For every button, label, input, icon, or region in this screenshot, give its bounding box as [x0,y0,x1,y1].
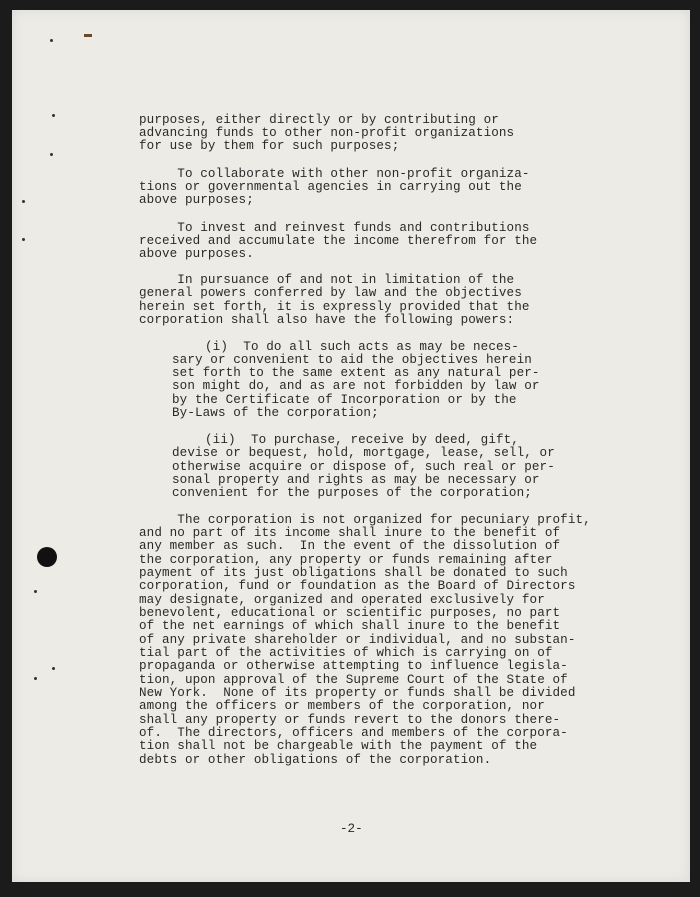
text-line: benevolent, educational or scientific purposes, no part [139,606,561,620]
text-line: corporation, fund or foundation as the Board of Directors [139,579,576,593]
text-line: above purposes. [139,247,254,261]
text-line: otherwise acquire or dispose of, such real or per- [172,460,555,474]
text-line: corporation shall also have the following powers: [139,313,515,327]
text-line: set forth to the same extent as any natural per- [172,366,540,380]
text-line: In pursuance of and not in limitation of the [139,273,515,287]
text-line: for use by them for such purposes; [139,139,400,153]
text-line: of. The directors, officers and members of the corpora- [139,726,568,740]
text-line: payment of its just obligations shall be donated to such [139,566,568,580]
text-line: received and accumulate the income therefrom for the [139,234,538,248]
ink-dot [52,667,55,670]
text-line: of the net earnings of which shall inure to the benefit [139,619,561,633]
text-line: son might do, and as are not forbidden by law or [172,379,540,393]
text-line: tial part of the activities of which is carrying on of [139,646,553,660]
ink-dot [34,677,37,680]
text-line: debts or other obligations of the corporation. [139,753,492,767]
ink-dot [22,200,25,203]
text-line: may designate, organized and operated exclusively for [139,593,545,607]
ink-dot [34,590,37,593]
text-line: purposes, either directly or by contributing or [139,113,499,127]
text-line: The corporation is not organized for pecuniary profit, [139,513,591,527]
text-line: propaganda or otherwise attempting to influence legisla- [139,659,568,673]
text-line: the corporation, any property or funds remaining after [139,553,553,567]
text-line: by the Certificate of Incorporation or by the [172,393,517,407]
ink-dot [52,114,55,117]
page-number: -2- [340,822,363,836]
text-line: sonal property and rights as may be necessary or [172,473,540,487]
text-line: general powers conferred by law and the objectives [139,286,522,300]
text-line: New York. None of its property or funds shall be divided [139,686,576,700]
text-line: sary or convenient to aid the objectives herein [172,353,532,367]
ink-dot [50,39,53,42]
ink-dot [50,153,53,156]
text-line: (i) To do all such acts as may be neces- [205,340,519,354]
text-line: any member as such. In the event of the dissolution of [139,539,561,553]
text-line: advancing funds to other non-profit organizations [139,126,515,140]
text-line: herein set forth, it is expressly provided that the [139,300,530,314]
text-line: of any private shareholder or individual, and no substan- [139,633,576,647]
text-line: among the officers or members of the corporation, nor [139,699,545,713]
text-line: By-Laws of the corporation; [172,406,379,420]
punch-hole [37,547,57,567]
text-line: (ii) To purchase, receive by deed, gift, [205,433,519,447]
text-line: To invest and reinvest funds and contributions [139,221,530,235]
ink-mark [84,34,92,37]
ink-dot [22,238,25,241]
text-line: tions or governmental agencies in carrying out the [139,180,522,194]
text-line: tion, upon approval of the Supreme Court of the State of [139,673,568,687]
text-line: tion shall not be chargeable with the payment of the [139,739,538,753]
text-line: shall any property or funds revert to the donors there- [139,713,561,727]
text-line: To collaborate with other non-profit organiza- [139,167,530,181]
text-line: convenient for the purposes of the corporation; [172,486,532,500]
text-line: above purposes; [139,193,254,207]
text-line: and no part of its income shall inure to the benefit of [139,526,561,540]
text-line: devise or bequest, hold, mortgage, lease, sell, or [172,446,555,460]
